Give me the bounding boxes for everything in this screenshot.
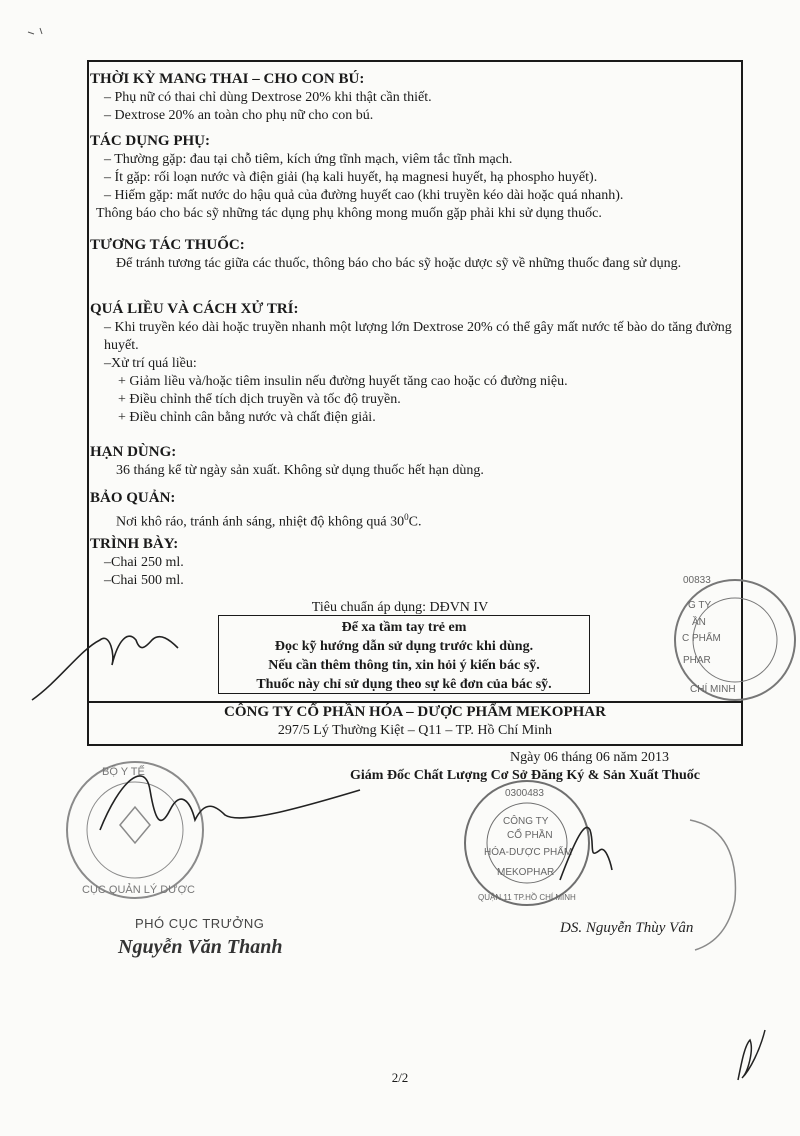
stamp-left-text: CỤC QUẢN LÝ DƯỢC	[82, 884, 195, 896]
signature-vice-head-icon	[100, 776, 360, 830]
stamp-company-text: MEKOPHAR	[497, 867, 555, 878]
expiry-text: 36 tháng kể từ ngày sản xuất. Không sử dụng thuốc hết hạn dùng.	[116, 463, 484, 478]
stamp-right-text: C PHẨM	[682, 633, 721, 644]
stamp-company-text: CÔNG TY	[503, 816, 549, 827]
stamp-right-text: PHAR	[683, 655, 711, 666]
director-title: Giám Đốc Chất Lượng Cơ Sở Đăng Ký & Sản Xuất Thuốc	[350, 768, 700, 783]
storage-text-end: C.	[408, 514, 422, 530]
storage-heading: BẢO QUẢN:	[90, 490, 176, 506]
warning-line: Nếu cần thêm thông tin, xin hỏi ý kiến bác sỹ.	[268, 658, 540, 673]
stamp-company-text: QUẬN 11 TP.HỒ CHÍ MINH	[478, 893, 576, 902]
side-effect-item: – Ít gặp: rối loạn nước và điện giải (hạ kali huyết, hạ magnesi huyết, hạ phospho huyết).	[104, 170, 598, 185]
company-name: CÔNG TY CỔ PHẦN HÓA – DƯỢC PHẨM MEKOPHAR	[224, 704, 606, 720]
stamp-company-icon	[465, 781, 589, 905]
stamp-right-text: 00833	[683, 575, 711, 586]
approval-date: Ngày 06 tháng 06 năm 2013	[510, 750, 670, 765]
presentation-item: –Chai 250 ml.	[104, 555, 184, 570]
overdose-item: –Xử trí quá liều:	[104, 356, 197, 371]
pharmacist-name: DS. Nguyễn Thùy Vân	[560, 920, 694, 936]
signature-top-icon	[32, 636, 178, 700]
side-effect-item: – Hiếm gặp: mất nước do hậu quả của đường huyết cao (khi truyền kéo dài hoặc quá nhanh).	[104, 188, 624, 203]
presentation-heading: TRÌNH BÀY:	[90, 536, 179, 552]
corner-mark-icon	[28, 28, 42, 34]
side-effects-heading: TÁC DỤNG PHỤ:	[90, 133, 210, 149]
stamp-ds-icon	[690, 820, 735, 950]
applied-standard: Tiêu chuẩn áp dụng: DĐVN IV	[311, 600, 489, 615]
warning-line: Để xa tầm tay trẻ em	[341, 620, 467, 635]
stamp-company-text: CỔ PHẦN	[507, 830, 553, 841]
warning-line: Đọc kỹ hướng dẫn sử dụng trước khi dùng.	[274, 639, 534, 654]
pregnancy-item: – Phụ nữ có thai chỉ dùng Dextrose 20% khi thật cần thiết.	[104, 90, 432, 105]
overdose-subitem: + Giảm liều và/hoặc tiêm insulin nếu đường huyết tăng cao hoặc có đường niệu.	[118, 374, 568, 389]
interactions-heading: TƯƠNG TÁC THUỐC:	[90, 237, 245, 253]
stamp-company-text: HÓA-DƯỢC PHẨM	[484, 847, 573, 858]
stamp-right-text: ẦN	[692, 617, 706, 628]
warning-line: Thuốc này chỉ sử dụng theo sự kê đơn của bác sỹ.	[256, 677, 552, 692]
storage-text-main: Nơi khô ráo, tránh ánh sáng, nhiệt độ không quá 30	[116, 514, 405, 530]
vice-head-title: PHÓ CỤC TRƯỞNG	[135, 916, 265, 931]
overdose-heading: QUÁ LIỀU VÀ CÁCH XỬ TRÍ:	[90, 301, 299, 317]
vice-head-name: Nguyễn Văn Thanh	[118, 936, 283, 958]
side-effects-note: Thông báo cho bác sỹ những tác dụng phụ không mong muốn gặp phải khi sử dụng thuốc.	[96, 206, 602, 221]
pregnancy-heading: THỜI KỲ MANG THAI – CHO CON BÚ:	[90, 71, 365, 87]
pregnancy-item: – Dextrose 20% an toàn cho phụ nữ cho con bú.	[104, 108, 374, 123]
stamp-left-text: BỘ Y TẾ	[102, 766, 145, 778]
stamp-right-text: G TY	[688, 600, 712, 611]
expiry-heading: HẠN DÙNG:	[90, 444, 177, 460]
overdose-subitem: + Điều chỉnh thể tích dịch truyền và tốc độ truyền.	[118, 392, 401, 407]
company-address: 297/5 Lý Thường Kiệt – Q11 – TP. Hồ Chí Minh	[277, 723, 553, 738]
page-number: 2/2	[391, 1070, 409, 1085]
interactions-text: Để tránh tương tác giữa các thuốc, thông báo cho bác sỹ hoặc dược sỹ về những thuốc đang sử dụng.	[116, 256, 682, 271]
presentation-item: –Chai 500 ml.	[104, 573, 184, 588]
side-effect-item: – Thường gặp: đau tại chỗ tiêm, kích ứng tĩnh mạch, viêm tắc tĩnh mạch.	[104, 152, 513, 167]
stamp-right-text: CHÍ MINH	[690, 684, 736, 695]
stamp-left-icon	[67, 762, 203, 898]
signature-bottom-icon	[738, 1030, 765, 1080]
overdose-subitem: + Điều chỉnh cân bằng nước và chất điện giải.	[118, 410, 376, 425]
stamp-company-text: 0300483	[505, 788, 544, 799]
storage-text-sup: 0	[404, 512, 409, 522]
overdose-item: – Khi truyền kéo dài hoặc truyền nhanh một lượng lớn Dextrose 20% có thể gây mất nước tế bào do tăng đường huyết.	[104, 320, 732, 353]
